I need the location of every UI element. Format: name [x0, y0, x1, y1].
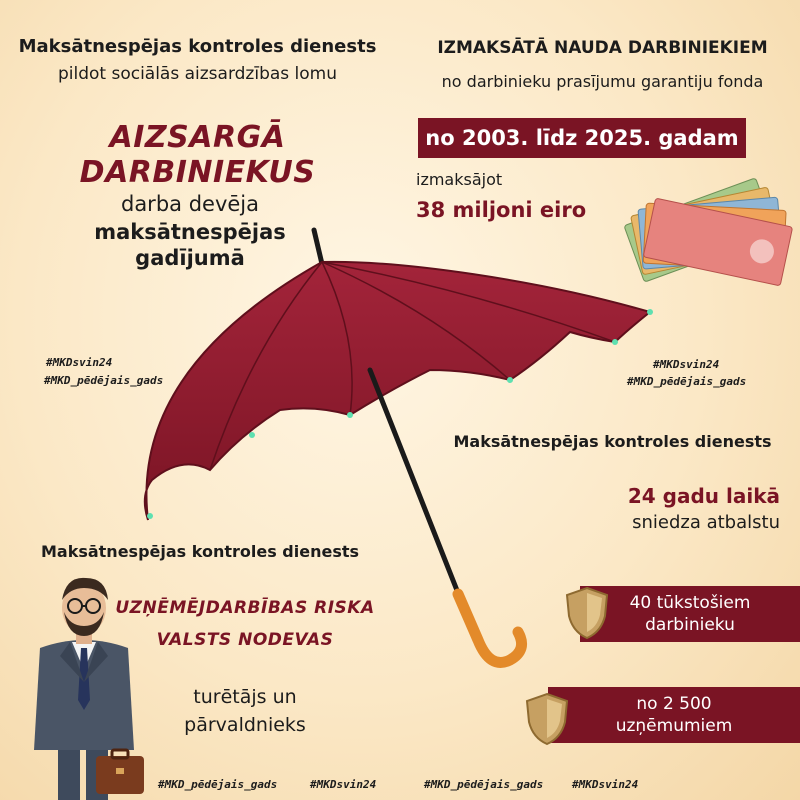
risk-line-1: UZŅĒMĒJDARBĪBAS RISKA: [115, 598, 375, 618]
hashtag-6: #MKDsvin24: [310, 778, 377, 791]
left-phrase-2: maksātnespējas: [94, 220, 286, 244]
holder-line-2: pārvaldnieks: [184, 714, 306, 736]
stat-employees-line1: 40 tūkstošiem: [629, 593, 751, 613]
stat-bar-companies: [548, 687, 800, 743]
paid-label: izmaksājot: [416, 170, 503, 189]
right-subtitle: no darbinieku prasījumu garantiju fonda: [441, 72, 764, 91]
hashtag-1: #MKDsvin24: [46, 356, 113, 369]
hashtag-4: #MKD_pēdējais_gads: [627, 375, 747, 388]
middle-title: Maksātnespējas kontroles dienests: [453, 432, 772, 451]
shield-icon: [525, 692, 569, 746]
holder-line-1: turētājs un: [193, 686, 297, 708]
left-headline: AIZSARGĀ DARBINIEKUS: [79, 120, 316, 190]
hashtag-7: #MKD_pēdējais_gads: [424, 778, 544, 791]
businessman-icon: [20, 570, 150, 800]
stat-bar-employees: [580, 586, 800, 642]
paid-amount: 38 miljoni eiro: [416, 198, 587, 222]
risk-line-2: VALSTS NODEVAS: [156, 630, 334, 650]
stat-employees-line2: darbinieku: [645, 615, 735, 635]
shield-icon: [565, 586, 609, 640]
stat-companies-line1: no 2 500: [636, 694, 712, 714]
support-label: sniedza atbalstu: [632, 512, 780, 533]
right-title: IZMAKSĀTĀ NAUDA DARBINIEKIEM: [437, 38, 768, 58]
hashtag-3: #MKDsvin24: [653, 358, 720, 371]
left-phrase-1: darba devēja: [120, 192, 259, 216]
left-title: Maksātnespējas kontroles dienests: [18, 36, 377, 57]
hashtag-8: #MKDsvin24: [572, 778, 639, 791]
left-phrase-3: gadījumā: [135, 246, 245, 270]
hashtag-5: #MKD_pēdējais_gads: [158, 778, 278, 791]
bottom-title: Maksātnespējas kontroles dienests: [40, 542, 360, 561]
stat-companies-line2: uzņēmumiem: [615, 716, 733, 736]
hashtag-2: #MKD_pēdējais_gads: [44, 374, 164, 387]
left-subtitle: pildot sociālās aizsardzības lomu: [57, 64, 338, 84]
period-banner: no 2003. līdz 2025. gadam: [418, 118, 746, 158]
years-label: 24 gadu laikā: [627, 484, 780, 508]
